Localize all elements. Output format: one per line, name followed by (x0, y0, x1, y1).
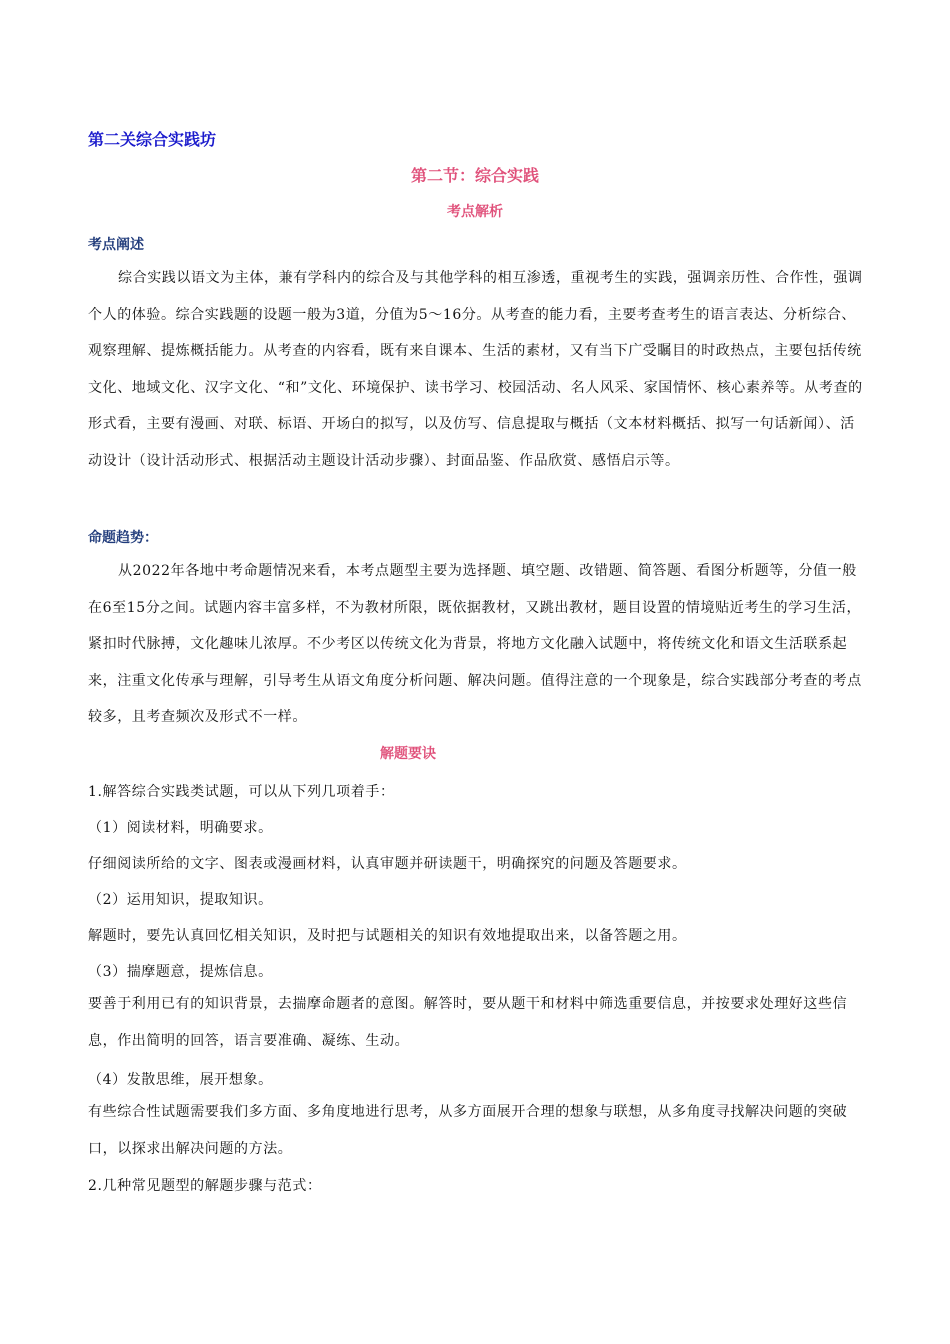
jieti-item-text: 要善于利用已有的知识背景，去揣摩命题者的意图。解答时，要从题干和材料中筛选重要信息，并按要求处理好这些信息，作出简明的回答，语言要准确、凝练、生动。 (88, 996, 848, 1049)
jieti-intro: 1.解答综合实践类试题，可以从下列几项着手： (88, 784, 395, 800)
jieti-item-title: （1）阅读材料，明确要求。 (88, 820, 273, 836)
jieti-item-title: （3）揣摩题意，提炼信息。 (88, 964, 273, 980)
jieti-outro: 2.几种常见题型的解题步骤与范式： (88, 1178, 322, 1194)
jieti-item-text: 有些综合性试题需要我们多方面、多角度地进行思考，从多方面展开合理的想象与联想，从多角度寻找解决问题的突破口，以探求出解决问题的方法。 (88, 1104, 848, 1157)
qushi-heading: 命题趋势： (88, 530, 158, 546)
subsection-title: 考点解析 (447, 204, 503, 220)
jieti-heading: 解题要诀 (380, 746, 436, 762)
qushi-paragraph (88, 553, 868, 736)
kaodian-heading: 考点阐述 (88, 237, 144, 253)
qushi-text: 从2022年各地中考命题情况来看，本考点题型主要为选择题、填空题、改错题、简答题、看图分析题等，分值一般在6至15分之间。试题内容丰富多样，不为教材所限，既依据教材，又跳出教材，题目设置的情境贴近考生的学习生活，紧扣时代脉搏，文化趣味儿浓厚。不少考区以传统文化为背景，将地方文化融入试题中，将传统文化和语文生活联系起来，注重文化传承与理解，引导考生从语文角度分析问题、解决问题。值得注意的一个现象是，综合实践部分考查的考点较多，且考查频次及形式不一样。 (88, 563, 862, 725)
jieti-item-title: （2）运用知识，提取知识。 (88, 892, 273, 908)
jieti-item-title: （4）发散思维，展开想象。 (88, 1072, 273, 1088)
kaodian-paragraph (88, 260, 868, 479)
chapter-title: 第二关综合实践坊 (88, 130, 217, 149)
kaodian-text: 综合实践以语文为主体，兼有学科内的综合及与其他学科的相互渗透，重视考生的实践，强调亲历性、合作性，强调个人的体验。综合实践题的设题一般为3道，分值为5～16分。从考查的能力看，主要考查考生的语言表达、分析综合、观察理解、提炼概括能力。从考查的内容看，既有来自课本、生活的素材，又有当下广受瞩目的时政热点，主要包括传统文化、地域文化、汉字文化、“和”文化、环境保护、读书学习、校园活动、名人风采、家国情怀、核心素养等。从考查的形式看，主要有漫画、对联、标语、开场白的拟写，以及仿写、信息提取与概括（文本材料概括、拟写一句话新闻）、活动设计（设计活动形式、根据活动主题设计活动步骤）、封面品鉴、作品欣赏、感悟启示等。 (88, 270, 863, 469)
jieti-item-text: 解题时，要先认真回忆相关知识，及时把与试题相关的知识有效地提取出来，以备答题之用。 (88, 928, 687, 944)
section-title: 第二节：综合实践 (410, 166, 539, 185)
jieti-item-text: 仔细阅读所给的文字、图表或漫画材料，认真审题并研读题干，明确探究的问题及答题要求。 (88, 856, 687, 872)
